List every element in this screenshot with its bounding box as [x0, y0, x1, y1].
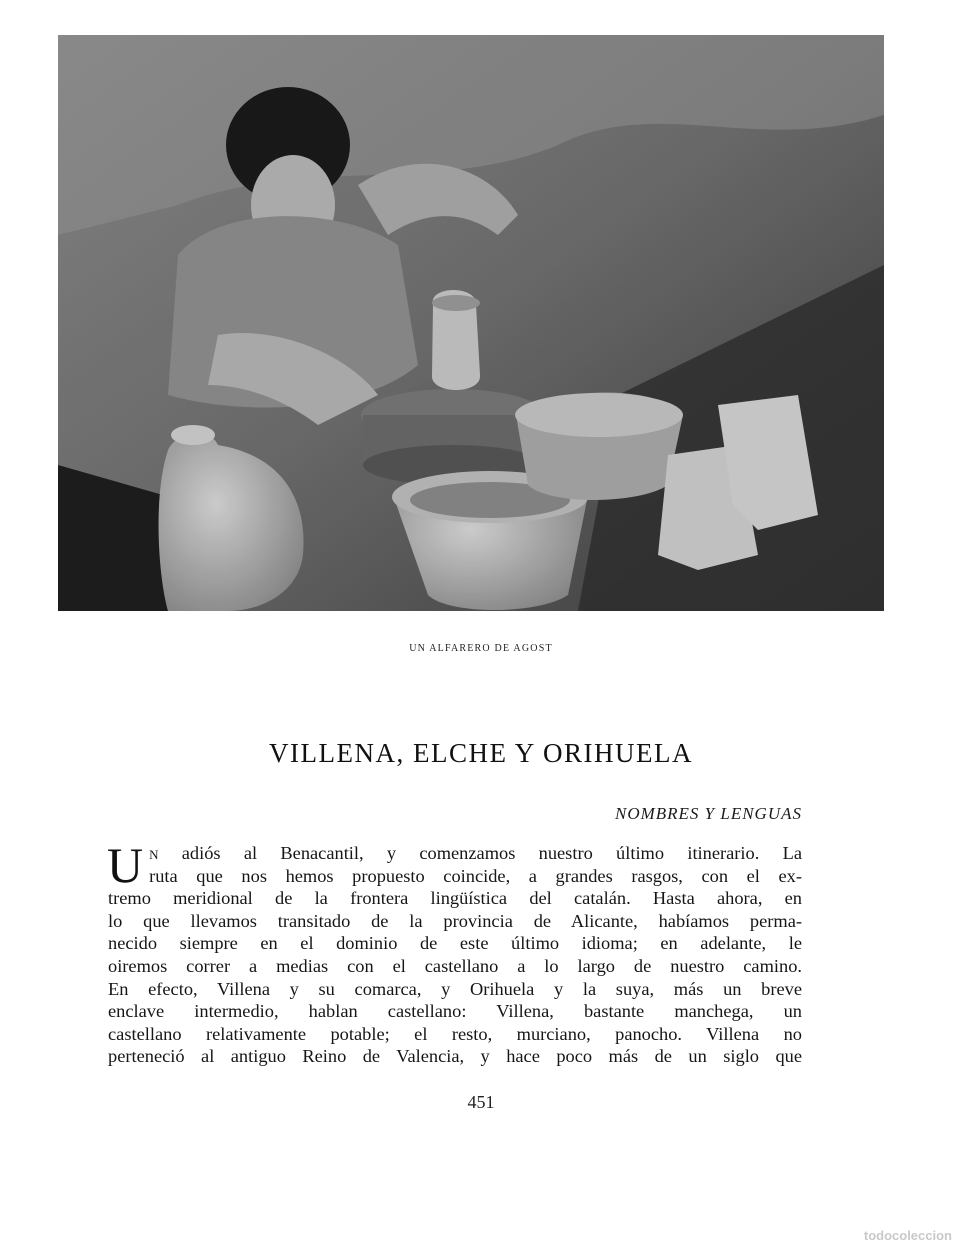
text-line: lo que llevamos transitado de la provincia de Alicante, habíamos perma- [108, 910, 802, 931]
photo-caption: UN ALFARERO DE AGOST [409, 643, 553, 654]
body-paragraph [107, 837, 802, 1068]
text-line: En efecto, Villena y su comarca, y Orihuela y la suya, más un breve [108, 978, 802, 999]
text-line: tremo meridional de la frontera lingüística del catalán. Hasta ahora, en [108, 888, 802, 909]
text-line: ruta que nos hemos propuesto coincide, a grandes rasgos, con el ex- [149, 865, 802, 886]
chapter-title: VILLENA, ELCHE Y ORIHUELA [269, 738, 693, 768]
text-line: oiremos correr a medias con el castellano a lo largo de nuestro camino. [108, 955, 802, 976]
potter-photo-image [58, 35, 884, 611]
section-subtitle: NOMBRES Y LENGUAS [615, 804, 802, 823]
watermark-logo: todocoleccion [863, 1228, 952, 1243]
photograph-potter [58, 35, 884, 611]
text-line-content: adiós al Benacantil, y comenzamos nuestro último itinerario. La [158, 843, 802, 863]
text-line: enclave intermedio, hablan castellano: Villena, bastante manchega, un [108, 1001, 802, 1022]
text-line: necido siempre en el dominio de este último idioma; en adelante, le [108, 933, 802, 954]
text-line: castellano relativamente potable; el resto, murciano, panocho. Villena no [108, 1023, 802, 1044]
page-number: 451 [467, 1092, 495, 1112]
text-line: perteneció al antiguo Reino de Valencia, y hace poco más de un siglo que [108, 1046, 802, 1067]
drop-cap-rest: n [149, 843, 159, 863]
drop-cap: U [107, 837, 144, 893]
text-line [108, 842, 802, 865]
